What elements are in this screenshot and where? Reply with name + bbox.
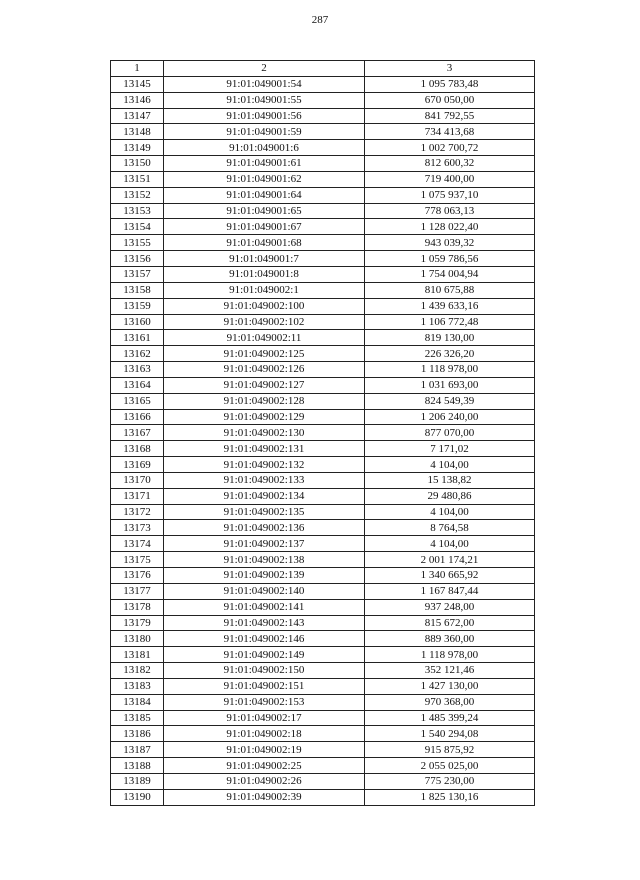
cell-value: 1 059 786,56 [365,251,535,267]
cell-value: 1 106 772,48 [365,314,535,330]
page-number: 287 [311,14,329,26]
cell-value: 1 095 783,48 [365,76,535,92]
cell-row-number: 13168 [111,441,164,457]
cell-cadastral-id: 91:01:049002:39 [164,789,365,805]
cell-value: 734 413,68 [365,124,535,140]
table-row [111,393,535,409]
table-row [111,663,535,679]
cell-row-number: 13151 [111,171,164,187]
cell-row-number: 13166 [111,409,164,425]
cell-row-number: 13165 [111,393,164,409]
cell-row-number: 13178 [111,599,164,615]
cell-value: 1 167 847,44 [365,583,535,599]
table-row [111,108,535,124]
cell-value: 2 055 025,00 [365,758,535,774]
cell-value: 915 875,92 [365,742,535,758]
cell-row-number: 13184 [111,694,164,710]
cell-value: 1 118 978,00 [365,362,535,378]
cell-cadastral-id: 91:01:049002:19 [164,742,365,758]
table-row [111,457,535,473]
column-header-cadastral-id: 2 [164,61,365,77]
cell-value: 352 121,46 [365,663,535,679]
cell-row-number: 13186 [111,726,164,742]
cell-row-number: 13153 [111,203,164,219]
table-row [111,409,535,425]
cell-row-number: 13173 [111,520,164,536]
cell-value: 1 540 294,08 [365,726,535,742]
table-row [111,583,535,599]
cell-row-number: 13167 [111,425,164,441]
cell-value: 670 050,00 [365,92,535,108]
cell-value: 1 118 978,00 [365,647,535,663]
table-row [111,362,535,378]
cell-value: 812 600,32 [365,156,535,172]
cell-row-number: 13170 [111,472,164,488]
cell-row-number: 13150 [111,156,164,172]
table-row [111,520,535,536]
cell-value: 4 104,00 [365,536,535,552]
cell-value: 7 171,02 [365,441,535,457]
column-header-value: 3 [365,61,535,77]
cell-row-number: 13163 [111,362,164,378]
table-row [111,330,535,346]
cell-row-number: 13152 [111,187,164,203]
cell-value: 719 400,00 [365,171,535,187]
cell-value: 8 764,58 [365,520,535,536]
cell-cadastral-id: 91:01:049002:100 [164,298,365,314]
cell-cadastral-id: 91:01:049001:55 [164,92,365,108]
table-row [111,472,535,488]
cell-cadastral-id: 91:01:049002:135 [164,504,365,520]
cell-value: 841 792,55 [365,108,535,124]
cell-cadastral-id: 91:01:049001:68 [164,235,365,251]
cell-cadastral-id: 91:01:049002:139 [164,568,365,584]
cell-cadastral-id: 91:01:049002:143 [164,615,365,631]
cell-row-number: 13181 [111,647,164,663]
table-row [111,773,535,789]
cell-row-number: 13188 [111,758,164,774]
cell-value: 937 248,00 [365,599,535,615]
cell-cadastral-id: 91:01:049002:136 [164,520,365,536]
table-row [111,615,535,631]
cell-row-number: 13156 [111,251,164,267]
cell-value: 1 485 399,24 [365,710,535,726]
table-row [111,726,535,742]
cell-value: 1 825 130,16 [365,789,535,805]
cell-value: 1 427 130,00 [365,678,535,694]
cell-row-number: 13190 [111,789,164,805]
cell-cadastral-id: 91:01:049002:11 [164,330,365,346]
cell-cadastral-id: 91:01:049002:130 [164,425,365,441]
cell-value: 970 368,00 [365,694,535,710]
cell-value: 2 001 174,21 [365,552,535,568]
table-row [111,235,535,251]
cell-cadastral-id: 91:01:049002:134 [164,488,365,504]
table-row [111,488,535,504]
cell-cadastral-id: 91:01:049002:125 [164,346,365,362]
cell-cadastral-id: 91:01:049001:56 [164,108,365,124]
table-row [111,647,535,663]
cell-value: 1 340 665,92 [365,568,535,584]
cell-value: 877 070,00 [365,425,535,441]
table-row [111,504,535,520]
cell-row-number: 13180 [111,631,164,647]
cell-value: 4 104,00 [365,504,535,520]
cell-row-number: 13161 [111,330,164,346]
cell-row-number: 13176 [111,568,164,584]
cell-value: 810 675,88 [365,282,535,298]
cell-cadastral-id: 91:01:049002:127 [164,377,365,393]
cell-value: 824 549,39 [365,393,535,409]
table-row [111,251,535,267]
cell-row-number: 13159 [111,298,164,314]
cell-row-number: 13157 [111,266,164,282]
cell-cadastral-id: 91:01:049001:61 [164,156,365,172]
table-row [111,694,535,710]
cell-cadastral-id: 91:01:049001:67 [164,219,365,235]
cell-row-number: 13146 [111,92,164,108]
cell-cadastral-id: 91:01:049001:54 [164,76,365,92]
cell-row-number: 13179 [111,615,164,631]
cell-cadastral-id: 91:01:049002:146 [164,631,365,647]
cell-value: 1 075 937,10 [365,187,535,203]
cell-row-number: 13169 [111,457,164,473]
cell-row-number: 13177 [111,583,164,599]
cell-row-number: 13185 [111,710,164,726]
table-row [111,140,535,156]
cell-cadastral-id: 91:01:049001:65 [164,203,365,219]
cell-value: 819 130,00 [365,330,535,346]
cell-cadastral-id: 91:01:049002:149 [164,647,365,663]
cell-value: 1 128 022,40 [365,219,535,235]
cell-row-number: 13164 [111,377,164,393]
cell-row-number: 13171 [111,488,164,504]
cell-value: 943 039,32 [365,235,535,251]
cell-row-number: 13189 [111,773,164,789]
cell-cadastral-id: 91:01:049002:102 [164,314,365,330]
cell-cadastral-id: 91:01:049001:62 [164,171,365,187]
table-row [111,425,535,441]
cell-value: 1 206 240,00 [365,409,535,425]
cell-value: 4 104,00 [365,457,535,473]
cell-value: 226 326,20 [365,346,535,362]
table-row [111,742,535,758]
table-row [111,171,535,187]
cell-cadastral-id: 91:01:049002:17 [164,710,365,726]
cell-cadastral-id: 91:01:049002:151 [164,678,365,694]
cell-cadastral-id: 91:01:049002:153 [164,694,365,710]
cell-cadastral-id: 91:01:049002:131 [164,441,365,457]
cell-row-number: 13149 [111,140,164,156]
cell-cadastral-id: 91:01:049002:132 [164,457,365,473]
table-row [111,76,535,92]
cell-cadastral-id: 91:01:049001:7 [164,251,365,267]
cell-cadastral-id: 91:01:049002:126 [164,362,365,378]
cell-cadastral-id: 91:01:049002:26 [164,773,365,789]
table-row [111,346,535,362]
cell-cadastral-id: 91:01:049002:141 [164,599,365,615]
cell-row-number: 13160 [111,314,164,330]
cell-value: 889 360,00 [365,631,535,647]
cell-row-number: 13154 [111,219,164,235]
table-row [111,282,535,298]
table-row [111,631,535,647]
table-row [111,536,535,552]
cell-value: 1 439 633,16 [365,298,535,314]
table-row [111,678,535,694]
cell-cadastral-id: 91:01:049002:129 [164,409,365,425]
cell-row-number: 13175 [111,552,164,568]
cell-value: 1 031 693,00 [365,377,535,393]
cell-cadastral-id: 91:01:049002:18 [164,726,365,742]
table-row [111,710,535,726]
table-row [111,187,535,203]
cell-row-number: 13155 [111,235,164,251]
cell-row-number: 13162 [111,346,164,362]
cell-cadastral-id: 91:01:049001:64 [164,187,365,203]
table-row [111,124,535,140]
cell-value: 775 230,00 [365,773,535,789]
cell-cadastral-id: 91:01:049002:133 [164,472,365,488]
table-header-row [111,61,535,77]
cell-row-number: 13187 [111,742,164,758]
table-row [111,758,535,774]
cell-value: 778 063,13 [365,203,535,219]
cell-cadastral-id: 91:01:049002:137 [164,536,365,552]
cell-row-number: 13148 [111,124,164,140]
cell-row-number: 13158 [111,282,164,298]
cell-value: 29 480,86 [365,488,535,504]
registry-table [110,60,535,806]
cell-cadastral-id: 91:01:049002:1 [164,282,365,298]
table-row [111,92,535,108]
table-row [111,156,535,172]
cell-row-number: 13183 [111,678,164,694]
table-row [111,599,535,615]
cell-row-number: 13172 [111,504,164,520]
cell-cadastral-id: 91:01:049002:138 [164,552,365,568]
column-header-number: 1 [111,61,164,77]
cell-cadastral-id: 91:01:049001:59 [164,124,365,140]
cell-value: 1 754 004,94 [365,266,535,282]
table-row [111,314,535,330]
cell-cadastral-id: 91:01:049001:6 [164,140,365,156]
cell-row-number: 13145 [111,76,164,92]
cell-row-number: 13147 [111,108,164,124]
table-row [111,552,535,568]
cell-cadastral-id: 91:01:049002:25 [164,758,365,774]
cell-cadastral-id: 91:01:049002:150 [164,663,365,679]
cell-row-number: 13174 [111,536,164,552]
cell-row-number: 13182 [111,663,164,679]
table-row [111,789,535,805]
cell-cadastral-id: 91:01:049002:140 [164,583,365,599]
cell-value: 1 002 700,72 [365,140,535,156]
table-row [111,266,535,282]
table-row [111,377,535,393]
table-row [111,298,535,314]
table-row [111,203,535,219]
cell-cadastral-id: 91:01:049002:128 [164,393,365,409]
table-row [111,441,535,457]
cell-cadastral-id: 91:01:049001:8 [164,266,365,282]
table-row [111,568,535,584]
table-body [111,76,535,805]
table-row [111,219,535,235]
cell-value: 815 672,00 [365,615,535,631]
cell-value: 15 138,82 [365,472,535,488]
